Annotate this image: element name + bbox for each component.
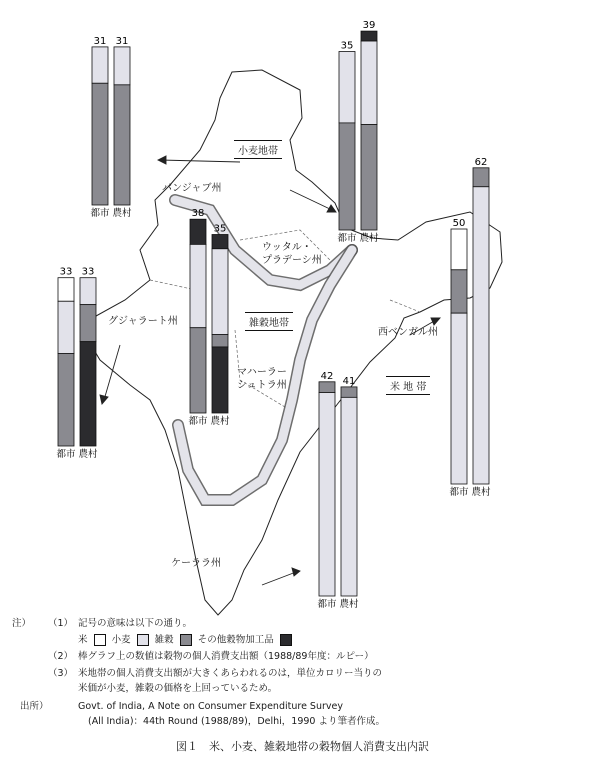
legend-coarse-label: 雑穀 <box>154 634 174 646</box>
bar-segment-rice <box>58 278 74 302</box>
note2-num: （2） <box>48 651 74 662</box>
note3-num: （3） <box>48 668 74 679</box>
bar-segment-wheat <box>212 249 228 335</box>
bar-category-label: 都市 <box>56 449 76 460</box>
bar-segment-wheat <box>451 313 467 484</box>
bar-category-label: 都市 <box>188 416 208 427</box>
bar-segment-coarse <box>361 125 377 230</box>
bar-value-label: 33 <box>81 266 95 278</box>
legend-row <box>78 634 295 647</box>
bar-value-label: 35 <box>213 223 227 235</box>
bar-segment-other <box>212 235 228 249</box>
source-line1: Govt. of India, A Note on Consumer Expenditure Survey <box>78 701 343 712</box>
bar-segment-wheat <box>339 52 355 123</box>
legend-rice-swatch <box>94 634 106 646</box>
bar-category-label: 農村 <box>339 599 359 610</box>
bar-segment-wheat <box>80 278 96 305</box>
bar-segment-coarse <box>58 353 74 446</box>
label-uttar: ウッタル・ プラデーシ州 <box>262 242 322 266</box>
figure-caption: 図１ 米、小麦、雑穀地帯の穀物個人消費支出内訳 <box>176 740 429 753</box>
bar-value-label: 38 <box>191 208 205 220</box>
india-map-outline <box>88 70 502 615</box>
bar-category-label: 都市 <box>449 487 469 498</box>
bar-segment-rice <box>451 229 467 270</box>
bar-segment-wheat <box>58 301 74 353</box>
legend-other-swatch <box>280 634 292 646</box>
bar-segment-coarse <box>190 328 206 413</box>
bar-segment-coarse <box>319 382 335 393</box>
legend-coarse-swatch <box>180 634 192 646</box>
note1-num: （1） <box>48 618 74 629</box>
bar-segment-other <box>190 219 206 244</box>
legend-other-label: その他穀物加工品 <box>197 634 274 646</box>
note1-text: 記号の意味は以下の通り。 <box>78 618 193 629</box>
bar-value-label: 31 <box>93 35 107 47</box>
label-westbengal: 西ベンガル州 <box>378 327 438 338</box>
bar-segment-coarse <box>92 83 108 205</box>
bar-value-label: 39 <box>362 20 376 32</box>
bar-segment-coarse <box>114 85 130 205</box>
bar-category-label: 都市 <box>337 233 357 244</box>
bar-segment-coarse <box>80 305 96 342</box>
note2-text: 棒グラフ上の数値は穀物の個人消費支出額（1988/89年度：ルピー） <box>78 651 374 662</box>
bar-segment-wheat <box>473 187 489 484</box>
bar-value-label: 35 <box>340 40 354 52</box>
label-punjab: パンジャブ州 <box>162 183 222 194</box>
bar-segment-wheat <box>92 47 108 83</box>
legend-wheat-label: 小麦 <box>111 634 131 646</box>
source-head: 出所） <box>20 701 49 712</box>
bar-category-label: 都市 <box>317 599 337 610</box>
label-gujarat: グジャラート州 <box>108 316 178 327</box>
bar-segment-wheat <box>114 47 130 85</box>
bar-segment-coarse <box>473 168 489 187</box>
bar-segment-wheat <box>319 393 335 596</box>
bar-segment-coarse <box>451 270 467 313</box>
bar-category-label: 農村 <box>359 233 379 244</box>
bar-value-label: 31 <box>115 35 129 47</box>
belt-label-millet: 雑穀地帯 <box>245 312 293 331</box>
bar-category-label: 都市 <box>90 208 110 219</box>
bar-segment-wheat <box>190 244 206 327</box>
bar-value-label: 50 <box>452 218 466 229</box>
label-maharashtra: マハーラー シュトラ州 <box>237 367 287 391</box>
belt-label-rice: 米 地 帯 <box>386 376 430 395</box>
bar-value-label: 42 <box>320 370 334 382</box>
note3-text-a: 米地帯の個人消費支出額が大きくあらわれるのは，単位カロリー当りの <box>78 668 383 679</box>
belt-label-wheat: 小麦地帯 <box>234 140 282 159</box>
note-head: 注） <box>12 618 32 629</box>
note3-text-b: 米価が小麦，雑穀の価格を上回っているため。 <box>78 683 278 694</box>
bar-segment-other <box>80 342 96 446</box>
bar-category-label: 農村 <box>78 449 98 460</box>
legend-rice-label: 米 <box>78 634 88 646</box>
bar-segment-other2 <box>212 347 228 413</box>
bar-category-label: 農村 <box>471 487 491 498</box>
bar-segment-coarse <box>341 387 357 397</box>
legend-wheat-swatch <box>137 634 149 646</box>
source-line2: (All India)：44th Round (1988/89)，Delhi，1990 より筆者作成。 <box>88 716 385 727</box>
bar-value-label: 62 <box>474 156 488 168</box>
bar-segment-wheat <box>361 41 377 125</box>
bar-segment-coarse <box>212 334 228 346</box>
bar-segment-other <box>361 31 377 41</box>
bar-segment-coarse <box>339 123 355 230</box>
bar-value-label: 33 <box>59 266 73 278</box>
bar-segment-wheat <box>341 397 357 596</box>
bar-category-label: 農村 <box>210 416 230 427</box>
bar-category-label: 農村 <box>112 208 132 219</box>
bar-value-label: 41 <box>342 375 356 387</box>
label-kerala: ケーララ州 <box>171 558 221 569</box>
